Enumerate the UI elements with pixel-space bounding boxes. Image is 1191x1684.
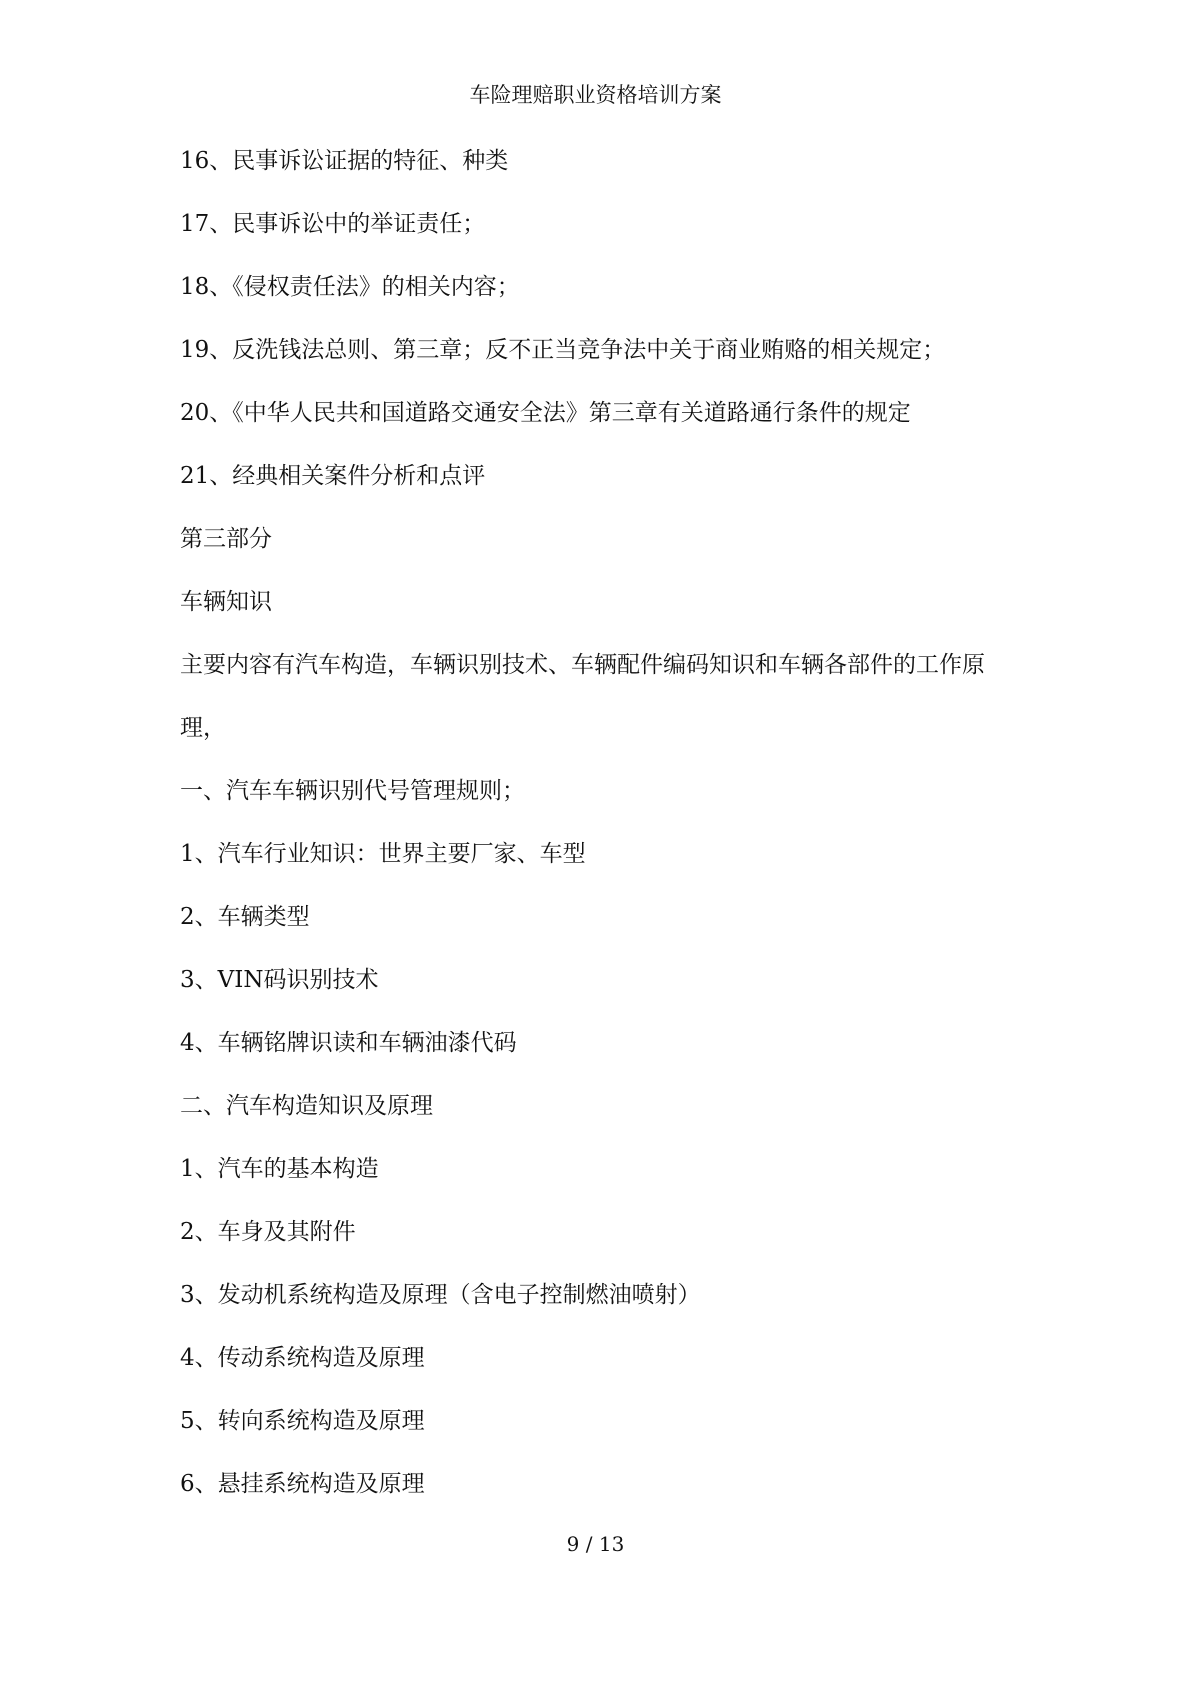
list-item: 1、汽车行业知识：世界主要厂家、车型 (180, 841, 586, 867)
text-line-20: 20、《中华人民共和国道路交通安全法》第三章有关道路通行条件的规定 (180, 400, 911, 426)
page-header (0, 80, 1191, 110)
list-item: 2、车辆类型 (180, 904, 310, 930)
subsection-heading-one: 一、汽车车辆识别代号管理规则； (180, 778, 525, 804)
text-line-16: 16、民事诉讼证据的特征、种类 (180, 148, 509, 174)
page-footer (0, 1530, 1191, 1558)
document-body (180, 146, 1020, 1532)
section-subheading-vehicle-knowledge: 车辆知识 (180, 589, 272, 615)
section-heading-part-three: 第三部分 (180, 526, 272, 552)
paragraph-line-1: 主要内容有汽车构造，车辆识别技术、车辆配件编码知识和车辆各部件的工作原 (180, 652, 985, 678)
list-item: 3、VIN码识别技术 (180, 967, 379, 993)
page-number: 9 / 13 (566, 1532, 625, 1556)
text-line-21: 21、经典相关案件分析和点评 (180, 463, 486, 489)
text-line-18: 18、《侵权责任法》的相关内容； (180, 274, 520, 300)
document-title: 车险理赔职业资格培训方案 (469, 83, 722, 107)
text-line-17: 17、民事诉讼中的举证责任； (180, 211, 486, 237)
list-item: 3、发动机系统构造及原理（含电子控制燃油喷射） (180, 1282, 701, 1308)
paragraph-line-2: 理， (180, 715, 226, 741)
list-item: 2、车身及其附件 (180, 1219, 356, 1245)
list-item: 6、悬挂系统构造及原理 (180, 1471, 425, 1497)
subsection-heading-two: 二、汽车构造知识及原理 (180, 1093, 433, 1119)
text-line-19: 19、反洗钱法总则、第三章；反不正当竞争法中关于商业贿赂的相关规定； (180, 337, 946, 363)
list-item: 4、车辆铭牌识读和车辆油漆代码 (180, 1030, 517, 1056)
list-item: 5、转向系统构造及原理 (180, 1408, 425, 1434)
list-item: 4、传动系统构造及原理 (180, 1345, 425, 1371)
list-item: 1、汽车的基本构造 (180, 1156, 379, 1182)
